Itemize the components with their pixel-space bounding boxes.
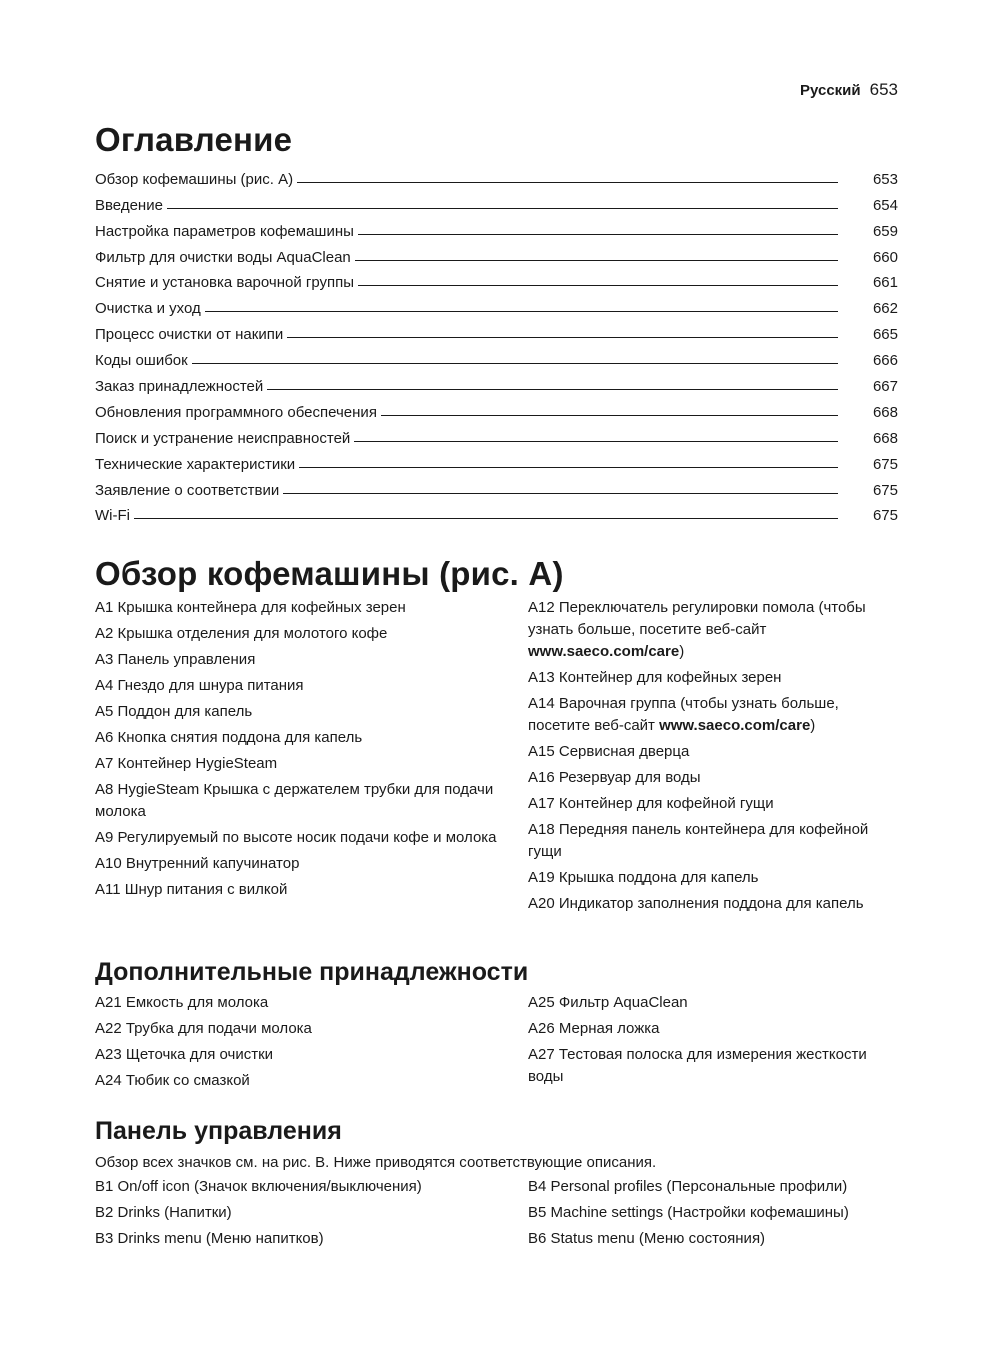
toc-leader [192, 363, 838, 364]
accessory-item: A25 Фильтр AquaClean [528, 994, 688, 1011]
control-panel-list [95, 1176, 898, 1254]
toc-leader [297, 182, 838, 183]
toc-entry-page: 654 [872, 196, 898, 214]
control-panel-left-column [95, 1176, 528, 1254]
overview-item-text: A14 Варочная группа (чтобы узнать больше, посетите веб-сайт [528, 695, 839, 734]
control-panel-item: B3 Drinks menu (Меню напитков) [95, 1230, 324, 1247]
toc-entry[interactable] [95, 499, 898, 525]
accessory-item: A23 Щеточка для очистки [95, 1046, 274, 1063]
toc-leader [355, 260, 838, 261]
toc-entry-title: Заявление о соответствии [95, 481, 280, 499]
toc-title: Оглавление [95, 121, 293, 158]
toc-entry-page: 668 [872, 403, 898, 421]
overview-item: A5 Поддон для капель [95, 703, 253, 720]
overview-item: A6 Кнопка снятия поддона для капель [95, 729, 363, 746]
toc-entry-title: Очистка и уход [95, 300, 201, 318]
overview-title: Обзор кофемашины (рис. A) [95, 555, 564, 592]
toc-entry-page: 659 [872, 222, 898, 240]
control-panel-item: B2 Drinks (Напитки) [95, 1204, 232, 1221]
overview-item: A4 Гнездо для шнура питания [95, 677, 304, 694]
page-number: 653 [869, 80, 898, 99]
overview-right-column [528, 597, 898, 919]
overview-item [528, 667, 898, 689]
overview-item: A8 HygieSteam Крышка с держателем трубки для подачи молока [95, 781, 494, 820]
toc-entry-title: Wi-Fi [95, 507, 130, 525]
toc-entry-page: 661 [872, 274, 898, 292]
toc-entry[interactable] [95, 343, 898, 369]
toc-entry-title: Заказ принадлежностей [95, 378, 264, 396]
toc-entry[interactable] [95, 421, 898, 447]
toc-entry[interactable] [95, 291, 898, 317]
overview-item-text: A15 Сервисная дверца [528, 743, 690, 760]
toc-entry-page: 675 [872, 455, 898, 473]
toc-entry-page: 662 [872, 300, 898, 318]
accessories-right-column [528, 992, 898, 1096]
overview-list [95, 597, 898, 919]
overview-item [528, 741, 898, 763]
accessory-item: A24 Тюбик со смазкой [95, 1072, 250, 1089]
control-panel-item: B4 Personal profiles (Персональные профили) [528, 1178, 848, 1195]
toc-leader [354, 441, 838, 442]
toc-entry[interactable] [95, 266, 898, 292]
toc-entry-title: Введение [95, 196, 163, 214]
toc-entry[interactable] [95, 162, 898, 188]
overview-item-tail: ) [810, 717, 816, 734]
toc-entry-title: Обновления программного обеспечения [95, 403, 377, 421]
control-panel-item: B6 Status menu (Меню состояния) [528, 1230, 766, 1247]
toc-entry-title: Коды ошибок [95, 352, 188, 370]
toc-entry[interactable] [95, 240, 898, 266]
table-of-contents [95, 162, 898, 524]
overview-item-text: A20 Индикатор заполнения поддона для капель [528, 895, 864, 912]
toc-entry[interactable] [95, 473, 898, 499]
toc-entry-title: Поиск и устранение неисправностей [95, 429, 351, 447]
control-panel-title: Панель управления [95, 1117, 342, 1145]
overview-item-text: A13 Контейнер для кофейных зерен [528, 669, 782, 686]
website-link[interactable]: www.saeco.com/care [528, 643, 680, 660]
toc-leader [381, 415, 838, 416]
accessories-list [95, 992, 898, 1096]
overview-left-column [95, 597, 528, 919]
toc-leader [134, 518, 838, 519]
control-panel-right-column [528, 1176, 898, 1254]
toc-leader [358, 234, 838, 235]
overview-item-tail: ) [679, 643, 685, 660]
toc-entry[interactable] [95, 369, 898, 395]
accessory-item: A22 Трубка для подачи молока [95, 1020, 312, 1037]
toc-entry-page: 653 [872, 170, 898, 188]
toc-entry[interactable] [95, 317, 898, 343]
overview-item [528, 597, 898, 663]
toc-entry-title: Настройка параметров кофемашины [95, 222, 354, 240]
control-panel-intro: Обзор всех значков см. на рис. B. Ниже приводятся соответствующие описания. [95, 1154, 657, 1171]
toc-leader [358, 285, 838, 286]
overview-item: A10 Внутренний капучинатор [95, 855, 300, 872]
accessory-item: A26 Мерная ложка [528, 1020, 660, 1037]
toc-entry[interactable] [95, 214, 898, 240]
toc-entry-title: Технические характеристики [95, 455, 296, 473]
overview-item: A3 Панель управления [95, 651, 256, 668]
toc-entry[interactable] [95, 395, 898, 421]
overview-item-text: A16 Резервуар для воды [528, 769, 701, 786]
language-label: Русский [800, 82, 861, 99]
overview-item-text: A17 Контейнер для кофейной гущи [528, 795, 774, 812]
overview-item: A1 Крышка контейнера для кофейных зерен [95, 599, 406, 616]
toc-leader [299, 467, 838, 468]
toc-entry-title: Снятие и установка варочной группы [95, 274, 355, 292]
overview-item [528, 819, 898, 863]
overview-item [528, 767, 898, 789]
toc-leader [267, 389, 838, 390]
toc-entry[interactable] [95, 188, 898, 214]
overview-item: A7 Контейнер HygieSteam [95, 755, 278, 772]
overview-item: A11 Шнур питания с вилкой [95, 881, 288, 898]
toc-entry-page: 675 [872, 507, 898, 525]
control-panel-item: B5 Machine settings (Настройки кофемашины) [528, 1204, 849, 1221]
toc-entry-page: 667 [872, 378, 898, 396]
accessories-left-column [95, 992, 528, 1096]
overview-item-text: A12 Переключатель регулировки помола (чтобы узнать больше, посетите веб-сайт [528, 599, 866, 638]
toc-leader [205, 311, 838, 312]
overview-item-text: A19 Крышка поддона для капель [528, 869, 759, 886]
toc-entry[interactable] [95, 447, 898, 473]
toc-entry-title: Фильтр для очистки воды AquaClean [95, 248, 351, 266]
toc-entry-page: 666 [872, 352, 898, 370]
overview-item [528, 793, 898, 815]
accessory-item: A21 Емкость для молока [95, 994, 269, 1011]
toc-entry-page: 668 [872, 429, 898, 447]
accessory-item: A27 Тестовая полоска для измерения жесткости воды [528, 1046, 867, 1085]
accessories-title: Дополнительные принадлежности [95, 958, 529, 986]
toc-leader [167, 208, 838, 209]
toc-leader [287, 337, 838, 338]
overview-item: A9 Регулируемый по высоте носик подачи кофе и молока [95, 829, 497, 846]
toc-leader [283, 493, 838, 494]
overview-item: A2 Крышка отделения для молотого кофе [95, 625, 388, 642]
toc-entry-page: 665 [872, 326, 898, 344]
toc-entry-page: 675 [872, 481, 898, 499]
control-panel-item: B1 On/off icon (Значок включения/выключения) [95, 1178, 422, 1195]
overview-item [528, 693, 898, 737]
toc-entry-title: Процесс очистки от накипи [95, 326, 284, 344]
overview-item [528, 893, 898, 915]
overview-item-text: A18 Передняя панель контейнера для кофейной гущи [528, 821, 869, 860]
toc-entry-page: 660 [872, 248, 898, 266]
overview-item [528, 867, 898, 889]
toc-entry-title: Обзор кофемашины (рис. A) [95, 170, 294, 188]
page-header [800, 80, 898, 100]
website-link[interactable]: www.saeco.com/care [659, 717, 811, 734]
